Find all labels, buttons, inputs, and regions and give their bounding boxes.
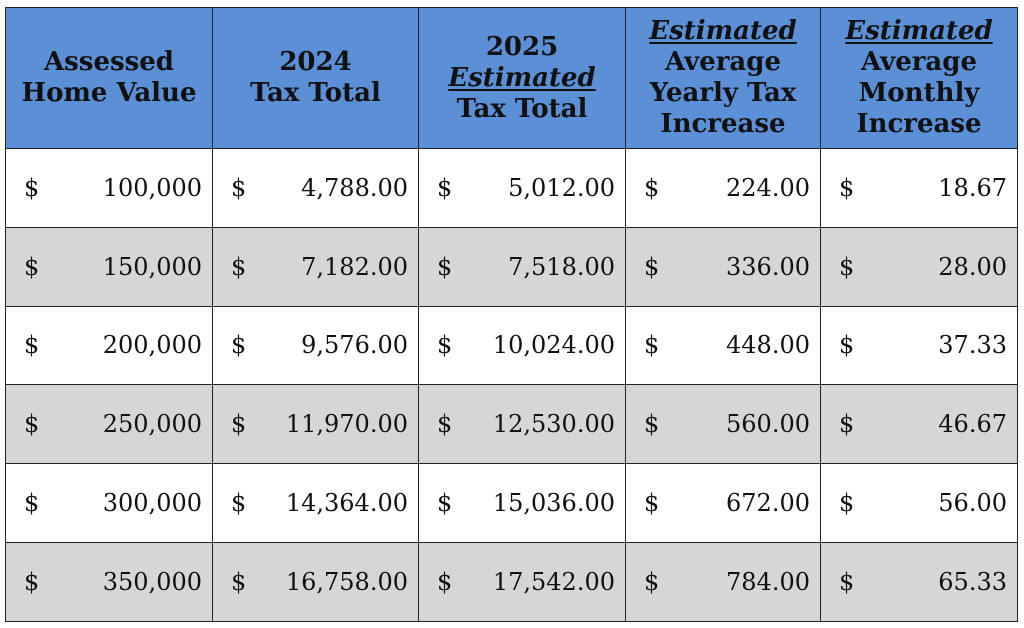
amount-value: 300,000 [102, 489, 202, 518]
header-estimated-monthly-increase [821, 8, 1018, 149]
currency-symbol: $ [644, 252, 660, 281]
cell-monthly-increase [821, 227, 1018, 306]
currency-symbol: $ [231, 173, 247, 202]
amount-value: 56.00 [938, 489, 1007, 518]
currency-symbol: $ [24, 331, 40, 360]
amount-value: 17,542.00 [492, 567, 615, 596]
amount-value: 672.00 [726, 489, 810, 518]
amount-value: 7,182.00 [301, 252, 408, 281]
header-text-line: Estimated [448, 62, 596, 93]
table-row [6, 149, 1018, 228]
cell-assessed-home-value [6, 542, 213, 621]
currency-symbol: $ [644, 173, 660, 202]
currency-symbol: $ [231, 410, 247, 439]
currency-symbol: $ [24, 567, 40, 596]
amount-value: 200,000 [102, 331, 202, 360]
table-row [6, 385, 1018, 464]
currency-symbol: $ [839, 567, 855, 596]
header-text-line: Monthly [858, 78, 980, 108]
cell-assessed-home-value [6, 306, 213, 385]
header-text-line: Increase [856, 109, 982, 139]
amount-value: 784.00 [726, 567, 810, 596]
currency-symbol: $ [231, 489, 247, 518]
header-text-line: Average [664, 47, 782, 77]
amount-value: 14,364.00 [285, 489, 408, 518]
cell-yearly-increase [626, 227, 821, 306]
header-text-line: Estimated [649, 16, 797, 46]
header-estimated-yearly-increase [626, 8, 821, 149]
cell-tax-2025-estimated [419, 542, 626, 621]
currency-symbol: $ [231, 252, 247, 281]
amount-value: 224.00 [726, 173, 810, 202]
amount-value: 448.00 [726, 331, 810, 360]
currency-symbol: $ [437, 252, 453, 281]
currency-symbol: $ [644, 567, 660, 596]
header-2025-estimated-tax-total [419, 8, 626, 149]
currency-symbol: $ [24, 410, 40, 439]
amount-value: 11,970.00 [285, 410, 408, 439]
currency-symbol: $ [644, 331, 660, 360]
currency-symbol: $ [839, 410, 855, 439]
cell-assessed-home-value [6, 227, 213, 306]
cell-tax-2025-estimated [419, 306, 626, 385]
cell-tax-2024 [213, 227, 419, 306]
currency-symbol: $ [437, 331, 453, 360]
currency-symbol: $ [839, 173, 855, 202]
header-2024-tax-total [213, 8, 419, 149]
cell-monthly-increase [821, 464, 1018, 543]
tax-table-container [5, 7, 1017, 621]
header-assessed-home-value [6, 8, 213, 149]
cell-tax-2025-estimated [419, 149, 626, 228]
currency-symbol: $ [437, 410, 453, 439]
amount-value: 350,000 [102, 567, 202, 596]
header-text-line: Increase [660, 109, 786, 139]
amount-value: 12,530.00 [492, 410, 615, 439]
cell-tax-2025-estimated [419, 464, 626, 543]
amount-value: 46.67 [938, 410, 1007, 439]
cell-tax-2025-estimated [419, 385, 626, 464]
cell-tax-2024 [213, 149, 419, 228]
header-text-line: 2025 [485, 31, 559, 62]
amount-value: 4,788.00 [301, 173, 408, 202]
table-row [6, 306, 1018, 385]
table-body [6, 149, 1018, 622]
amount-value: 15,036.00 [492, 489, 615, 518]
cell-monthly-increase [821, 385, 1018, 464]
amount-value: 250,000 [102, 410, 202, 439]
amount-value: 16,758.00 [285, 567, 408, 596]
header-text-line: Estimated [845, 16, 993, 46]
currency-symbol: $ [24, 173, 40, 202]
currency-symbol: $ [437, 489, 453, 518]
cell-monthly-increase [821, 306, 1018, 385]
amount-value: 28.00 [938, 252, 1007, 281]
currency-symbol: $ [839, 252, 855, 281]
amount-value: 7,518.00 [508, 252, 615, 281]
header-text-line: Home Value [21, 78, 197, 108]
currency-symbol: $ [231, 567, 247, 596]
cell-tax-2024 [213, 306, 419, 385]
amount-value: 100,000 [102, 173, 202, 202]
amount-value: 5,012.00 [508, 173, 615, 202]
header-text-line: Tax Total [456, 93, 588, 124]
cell-tax-2024 [213, 385, 419, 464]
header-text-line: Tax Total [250, 78, 381, 108]
currency-symbol: $ [839, 331, 855, 360]
header-row [6, 8, 1018, 149]
currency-symbol: $ [24, 489, 40, 518]
cell-monthly-increase [821, 149, 1018, 228]
cell-yearly-increase [626, 464, 821, 543]
amount-value: 336.00 [726, 252, 810, 281]
cell-assessed-home-value [6, 385, 213, 464]
cell-assessed-home-value [6, 149, 213, 228]
amount-value: 37.33 [938, 331, 1007, 360]
cell-yearly-increase [626, 542, 821, 621]
cell-tax-2024 [213, 464, 419, 543]
currency-symbol: $ [437, 567, 453, 596]
cell-yearly-increase [626, 149, 821, 228]
cell-tax-2025-estimated [419, 227, 626, 306]
currency-symbol: $ [437, 173, 453, 202]
amount-value: 18.67 [938, 173, 1007, 202]
cell-assessed-home-value [6, 464, 213, 543]
amount-value: 10,024.00 [492, 331, 615, 360]
currency-symbol: $ [839, 489, 855, 518]
table-row [6, 227, 1018, 306]
cell-yearly-increase [626, 385, 821, 464]
header-text-line: Average [860, 47, 978, 77]
header-text-line: Assessed [44, 47, 174, 77]
currency-symbol: $ [644, 489, 660, 518]
amount-value: 9,576.00 [301, 331, 408, 360]
amount-value: 560.00 [726, 410, 810, 439]
header-text-line: Yearly Tax [649, 78, 797, 108]
amount-value: 65.33 [938, 567, 1007, 596]
currency-symbol: $ [24, 252, 40, 281]
currency-symbol: $ [231, 331, 247, 360]
table-row [6, 464, 1018, 543]
cell-tax-2024 [213, 542, 419, 621]
currency-symbol: $ [644, 410, 660, 439]
cell-yearly-increase [626, 306, 821, 385]
table-row [6, 542, 1018, 621]
amount-value: 150,000 [102, 252, 202, 281]
tax-comparison-table [5, 7, 1018, 622]
header-text-line: 2024 [279, 47, 352, 77]
cell-monthly-increase [821, 542, 1018, 621]
